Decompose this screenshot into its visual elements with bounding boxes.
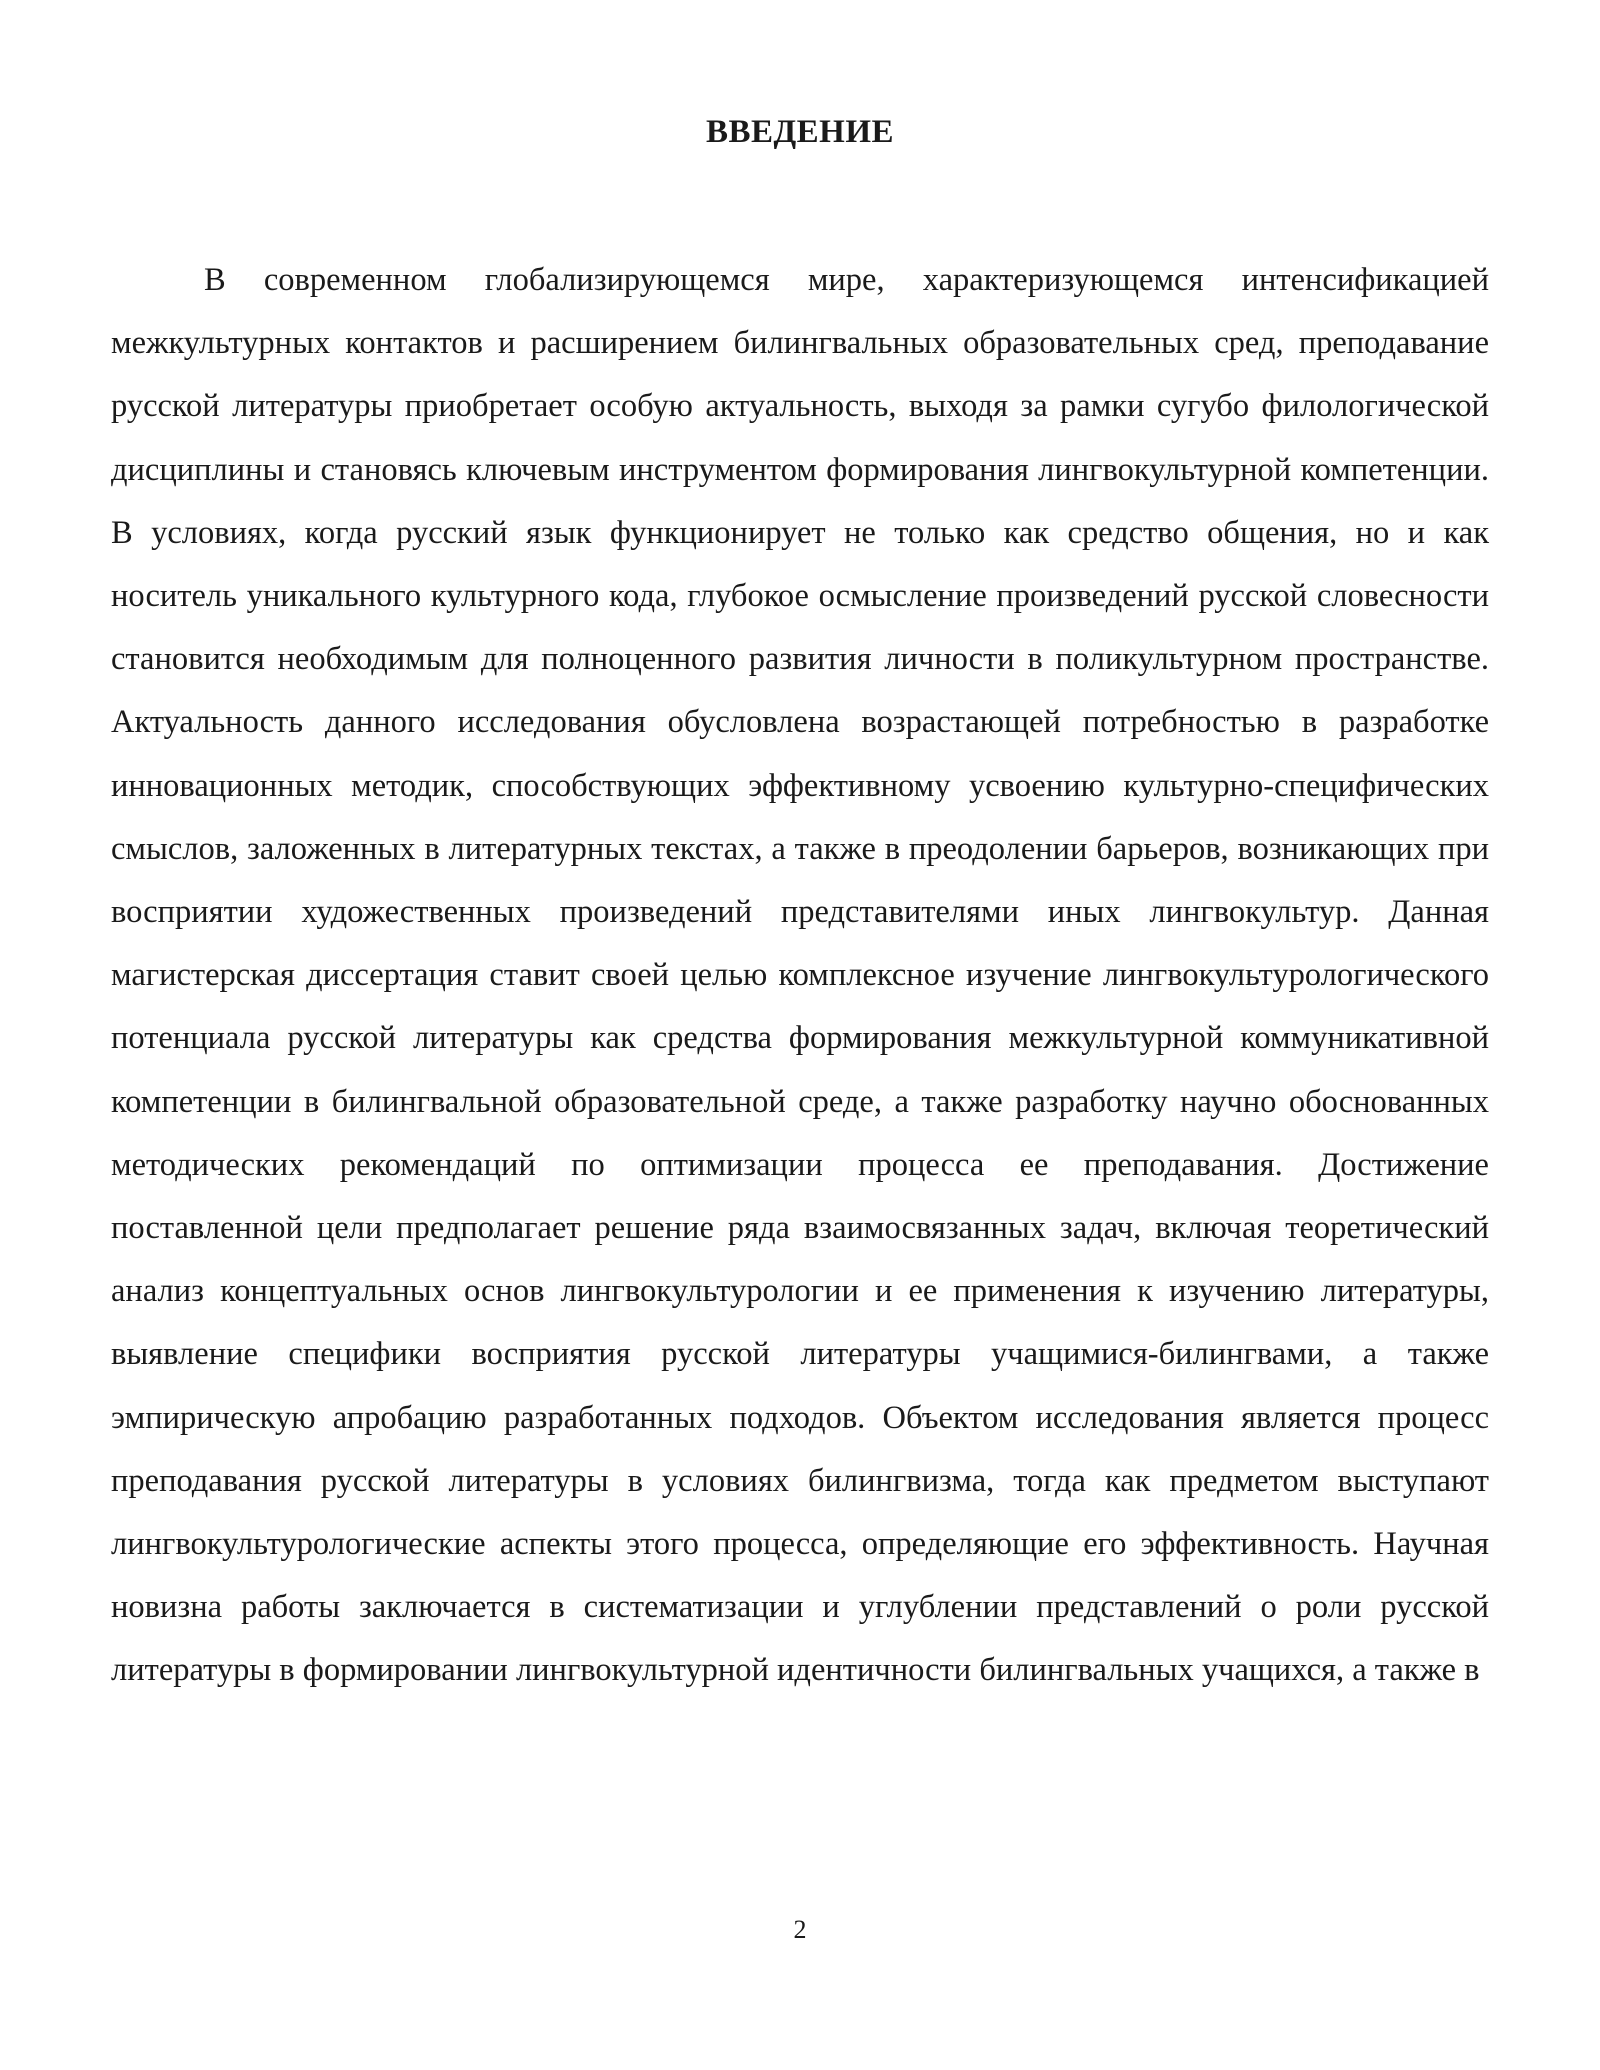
section-heading: ВВЕДЕНИЕ (705, 114, 895, 150)
page-number: 2 (793, 1915, 807, 1944)
body-paragraph: В современном глобализирующемся мире, характеризующемся интенсификацией межкультурных контактов и расширением билингвальных образовательных сред, преподавание русской литературы приобретает особую актуальность, выходя за рамки сугубо филологической дисциплины и становясь ключевым инструментом формирования лингвокультурной компетенции. В условиях, когда русский язык функционирует не только как средство общения, но и как носитель уникального культурного кода, глубокое осмысление произведений русской словесности становится необходимым для полноценного развития личности в поликультурном пространстве. Актуальность данного исследования обусловлена возрастающей потребностью в разработке инновационных методик, способствующих эффективному усвоению культурно-специфических смыслов, заложенных в литературных текстах, а также в преодолении барьеров, возникающих при восприятии художественных произведений представителями иных лингвокультур. Данная магистерская диссертация ставит своей целью комплексное изучение лингвокультурологического потенциала русской литературы как средства формирования межкультурной коммуникативной компетенции в билингвальной образовательной среде, а также разработку научно обоснованных методических рекомендаций по оптимизации процесса ее преподавания. Достижение поставленной цели предполагает решение ряда взаимосвязанных задач, включая теоретический анализ концептуальных основ лингвокультурологии и ее применения к изучению литературы, выявление специфики восприятия русской литературы учащимися-билингвами, а также эмпирическую апробацию разработанных подходов. Объектом исследования является процесс преподавания русской литературы в условиях билингвизма, тогда как предметом выступают лингвокультурологические аспекты этого процесса, определяющие его эффективность. Научная новизна работы заключается в систематизации и углублении представлений о роли русской литературы в формировании лингвокультурной идентичности билингвальных учащихся, а также в (111, 262, 1489, 1689)
